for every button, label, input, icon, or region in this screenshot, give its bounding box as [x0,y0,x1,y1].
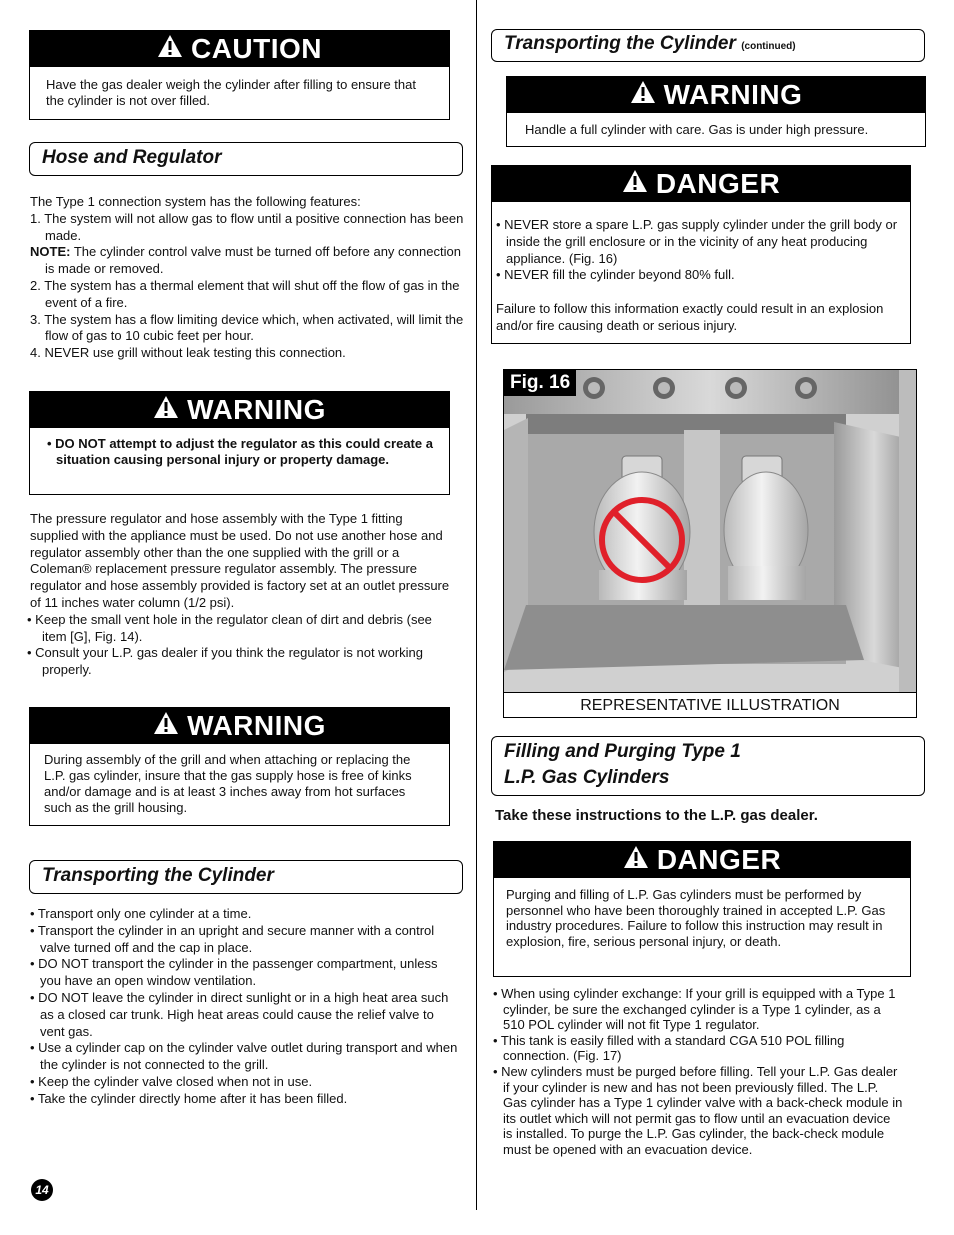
warning-banner [30,392,449,428]
note-text: The cylinder control valve must be turned off before any connection is made or removed. [45,244,461,277]
hose-item-3: 3. The system has a flow limiting device which, when activated, will limit the flow of gas to 10 cubic feet per hour. [30,311,464,344]
hose-item-2: 2. The system has a thermal element that will shut off the flow of gas in the event of a fire. [30,277,460,310]
regulator-para: The pressure regulator and hose assembly with the Type 1 fitting supplied with the appliance must be used. Do not use another hose and regulator assembly other than the one supplied with the grill or a Coleman® replacement pressure regulator assembly. The pressure regulator and hose assembly provided is factory set at an outlet pressure of 11 inches water column (1/2 psi). [30,511,450,610]
filling-bullet: • When using cylinder exchange: If your grill is equipped with a Type 1 cylinder, be sure the exchanged cylinder is a Type 1 cylinder, as a 510 POL cylinder will not fit Type 1 regulator. [493,986,896,1033]
transporting-continued-header: Transporting the Cylinder (continued) [491,29,925,62]
warning-triangle-icon [622,168,648,200]
warning-banner [30,708,449,744]
warning-triangle-icon [153,394,179,426]
warning-hose-text: During assembly of the grill and when attaching or replacing the L.P. gas cylinder, insure that the gas supply hose is free of kinks and/or damage and is at least 3 inches away from hot surfaces such as the grill housing. [44,752,412,815]
warning-box-full-cylinder [506,76,926,147]
danger-bullet-2: • NEVER fill the cylinder beyond 80% full. [496,267,735,283]
danger-title: DANGER [656,844,782,875]
hose-note [30,244,464,278]
page-number: 14 [31,1179,53,1201]
warning-full-cylinder-text: Handle a full cylinder with care. Gas is under high pressure. [525,122,869,137]
danger-title: DANGER [655,168,781,199]
transport-bullet: • Transport the cylinder in an upright and secure manner with a control valve turned off and the cap in place. [30,922,435,955]
caution-text: Have the gas dealer weigh the cylinder after filling to ensure that the cylinder is not over filled. [46,77,416,108]
warning-title: WARNING [187,394,326,425]
regulator-bullet-1: • Keep the small vent hole in the regulator clean of dirt and debris (see item [G], Fig. 14). [27,611,432,644]
warning-triangle-icon [630,79,656,111]
warning-box-hose [29,707,450,826]
continued-label: (continued) [741,41,796,52]
grill-cabinet-illustration [504,370,916,692]
regulator-paragraph [27,511,450,679]
figure-label: Fig. 16 [504,370,576,396]
filling-bullet: • New cylinders must be purged before filling. Tell your L.P. Gas dealer if your cylinder is new and has not been previously filled. The L.P. Gas cylinder has a Type 1 cylinder valve with a back-check module in its outlet which will not permit gas to flow until an evacuation device is installed. To purge the L.P. Gas cylinder, the back-check module must be opened with an evacuation device. [493,1063,903,1157]
warning-triangle-icon [153,710,179,742]
transporting-header: Transporting the Cylinder [29,860,463,894]
hose-intro: The Type 1 connection system has the following features: [30,194,361,209]
danger-box-storage [491,165,911,344]
column-divider [476,0,477,1210]
filling-bullets [493,986,903,1158]
warning-triangle-icon [157,33,183,65]
danger-box-purging [493,841,911,977]
danger-purging-text: Purging and filling of L.P. Gas cylinders must be performed by personnel who have been thoroughly trained in accepted L.P. Gas industry procedures. Failure to follow this instruction may result in explosion, fire, serious personal injury, or death. [506,887,886,949]
filling-purging-header: Filling and Purging Type 1 L.P. Gas Cylinders [491,736,925,796]
hose-item-4: 4. NEVER use grill without leak testing this connection. [30,345,346,361]
warning-banner [507,77,925,113]
hose-regulator-text [30,194,464,362]
danger-storage-para: Failure to follow this information exactly could result in an explosion and/or fire causing death or serious injury. [496,301,884,333]
danger-bullet-1: • NEVER store a spare L.P. gas supply cylinder under the grill body or inside the grill enclosure or in the vicinity of any heat producing appliance. (Fig. 16) [496,217,898,266]
transport-bullet: • Use a cylinder cap on the cylinder valve outlet during transport and when the cylinder is not connected to the grill. [30,1040,458,1073]
hose-item-1: 1. The system will not allow gas to flow until a positive connection has been made. [30,210,464,243]
caution-title: CAUTION [190,33,323,64]
hose-regulator-header: Hose and Regulator [29,142,463,176]
danger-banner [492,166,910,202]
caution-banner [30,31,449,67]
filling-bullet: • This tank is easily filled with a standard CGA 510 POL filling connection. (Fig. 17) [493,1032,845,1064]
figure-16 [503,369,917,718]
figure-caption: REPRESENTATIVE ILLUSTRATION [504,692,916,719]
transport-bullet: • DO NOT transport the cylinder in the passenger compartment, unless you have an open window ventilation. [30,956,438,989]
regulator-bullet-2: • Consult your L.P. gas dealer if you think the regulator is not working properly. [27,645,423,678]
transport-bullet: • DO NOT leave the cylinder in direct sunlight or in a high heat area such as a closed car trunk. High heat areas could cause the relief valve to vent gas. [30,989,449,1039]
warning-box-regulator [29,391,450,495]
dealer-instruction: Take these instructions to the L.P. gas dealer. [495,807,818,824]
transport-bullet: • Transport only one cylinder at a time. [30,906,252,921]
transport-bullets [30,906,458,1108]
note-label: NOTE: [30,244,71,260]
warning-triangle-icon [623,844,649,876]
warning-title: WARNING [187,710,326,741]
danger-banner [494,842,910,878]
warning-regulator-text: • DO NOT attempt to adjust the regulator as this could create a situation causing personal injury or property damage. [47,436,433,467]
warning-title: WARNING [663,79,803,110]
transport-bullet: • Keep the cylinder valve closed when not in use. [30,1073,313,1089]
caution-box [29,30,450,120]
transport-bullet: • Take the cylinder directly home after it has been filled. [30,1090,348,1106]
